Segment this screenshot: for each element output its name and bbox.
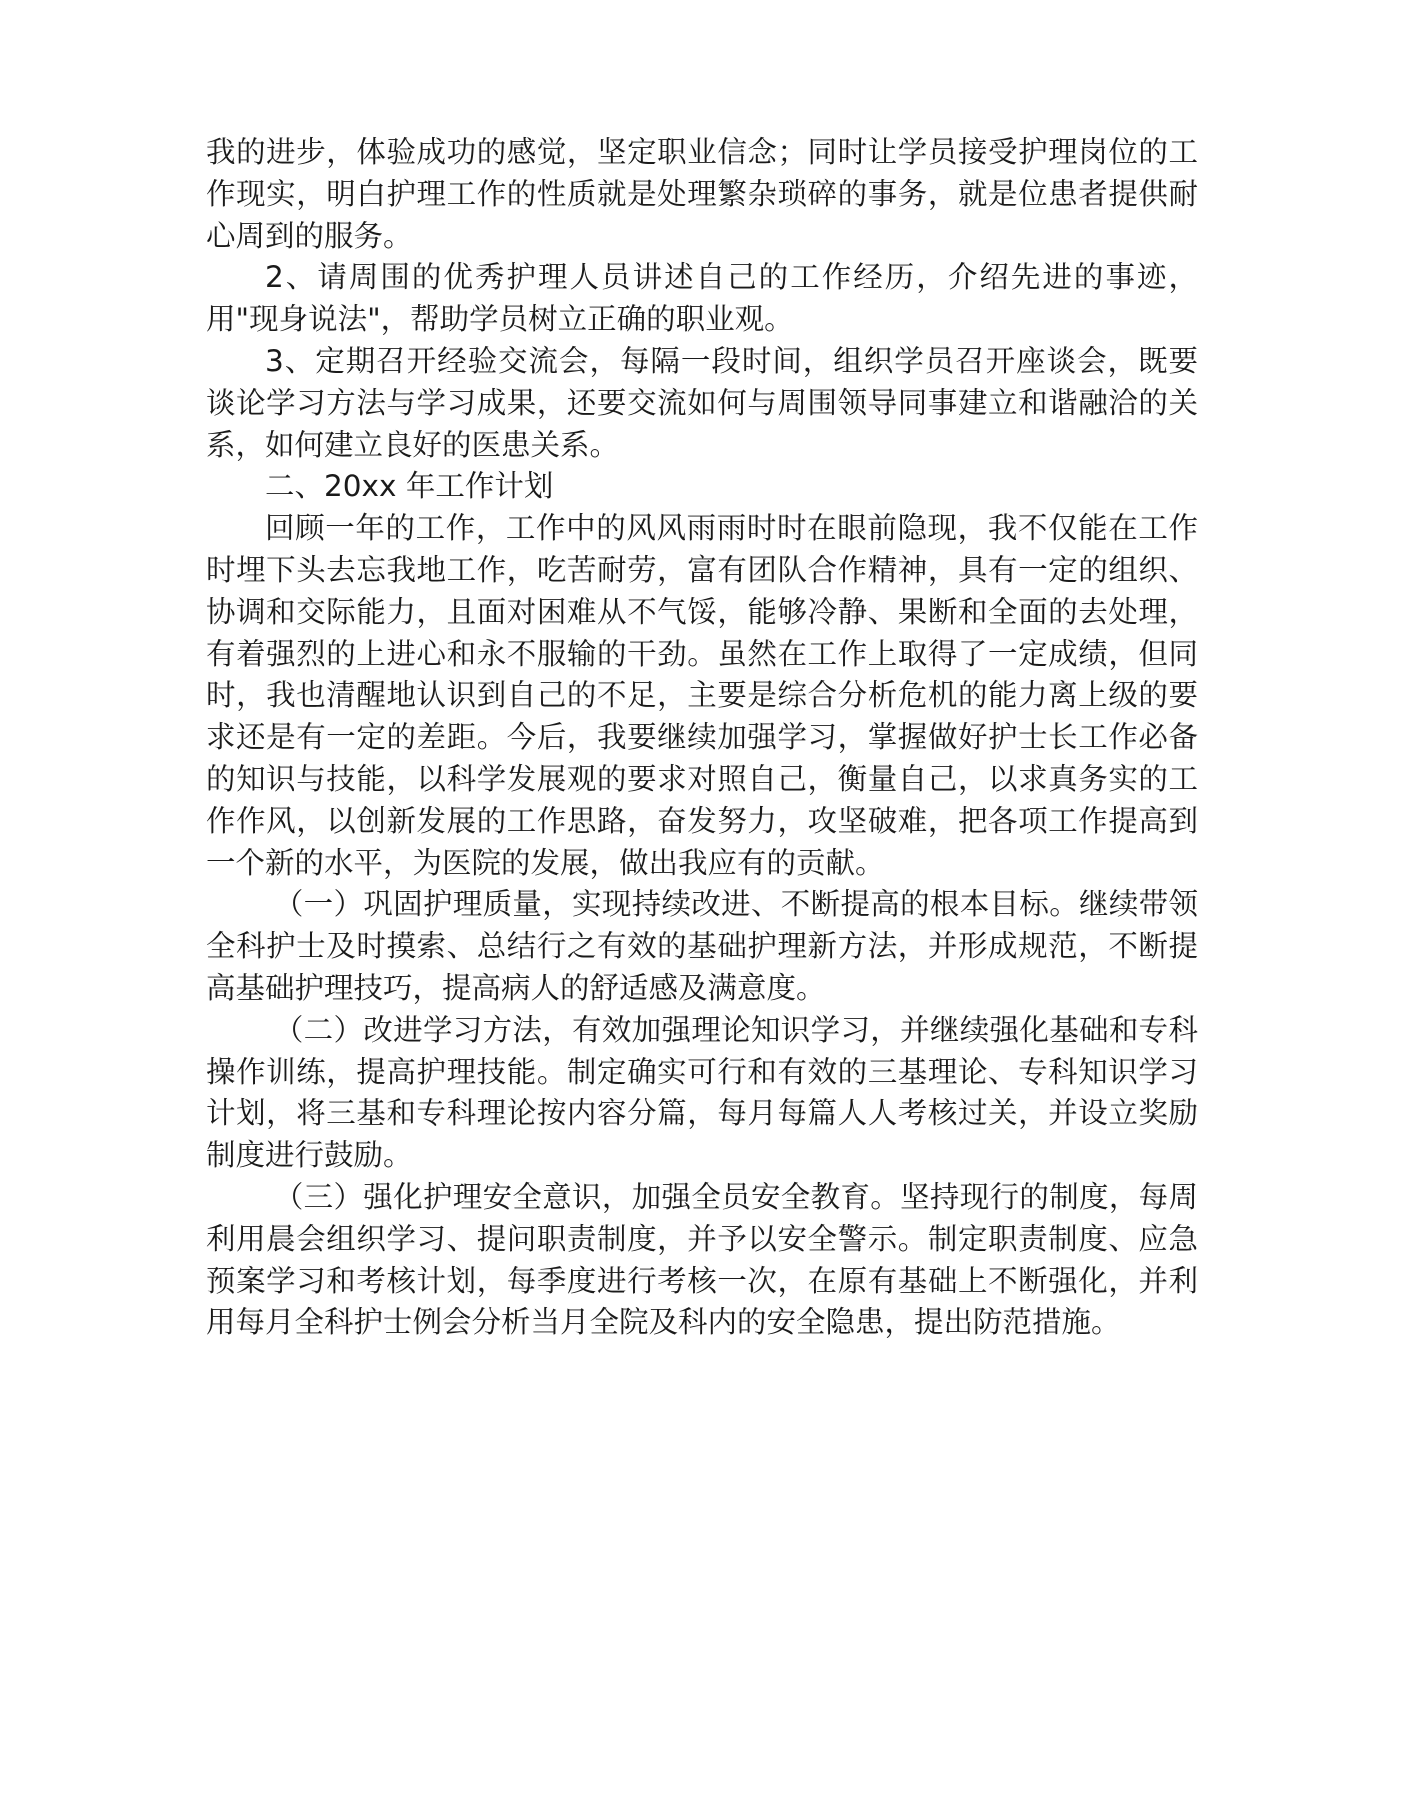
paragraph-plan-1: （一）巩固护理质量，实现持续改进、不断提高的根本目标。继续带领全科护士及时摸索、总结行之有效的基础护理新方法，并形成规范，不断提高基础护理技巧，提高病人的舒适感及满意度。 [206,887,1198,1005]
paragraph-item-2: 2、请周围的优秀护理人员讲述自己的工作经历，介绍先进的事迹，用"现身说法"，帮助学员树立正确的职业观。 [206,260,1198,337]
paragraph-review: 回顾一年的工作，工作中的风风雨雨时时在眼前隐现，我不仅能在工作时埋下头去忘我地工作，吃苦耐劳，富有团队合作精神，具有一定的组织、协调和交际能力，且面对困难从不气馁，能够冷静、果断和全面的去处理，有着强烈的上进心和永不服输的干劲。虽然在工作上取得了一定成绩，但同时，我也清醒地认识到自己的不足，主要是综合分析危机的能力离上级的要求还是有一定的差距。今后，我要继续加强学习，掌握做好护士长工作必备的知识与技能，以科学发展观的要求对照自己，衡量自己，以求真务实的工作作风，以创新发展的工作思路，奋发努力，攻坚破难，把各项工作提高到一个新的水平，为医院的发展，做出我应有的贡献。 [206,511,1198,880]
paragraph-item-3: 3、定期召开经验交流会，每隔一段时间，组织学员召开座谈会，既要谈论学习方法与学习成果，还要交流如何与周围领导同事建立和谐融洽的关系，如何建立良好的医患关系。 [206,343,1198,462]
paragraph-continuation: 我的进步，体验成功的感觉，坚定职业信念；同时让学员接受护理岗位的工作现实，明白护理工作的性质就是处理繁杂琐碎的事务，就是位患者提供耐心周到的服务。 [206,135,1198,253]
section-heading-work-plan: 二、20xx 年工作计划 [265,469,554,504]
paragraph-plan-3: （三）强化护理安全意识，加强全员安全教育。坚持现行的制度，每周利用晨会组织学习、提问职责制度，并予以安全警示。制定职责制度、应急预案学习和考核计划，每季度进行考核一次，在原有基础上不断强化，并利用每月全科护士例会分析当月全院及科内的安全隐患，提出防范措施。 [206,1179,1198,1340]
paragraph-plan-2: （二）改进学习方法，有效加强理论知识学习，并继续强化基础和专科操作训练，提高护理技能。制定确实可行和有效的三基理论、专科知识学习计划，将三基和专科理论按内容分篇，每月每篇人人考核过关，并设立奖励制度进行鼓励。 [206,1012,1198,1173]
document-body [206,132,1198,1344]
